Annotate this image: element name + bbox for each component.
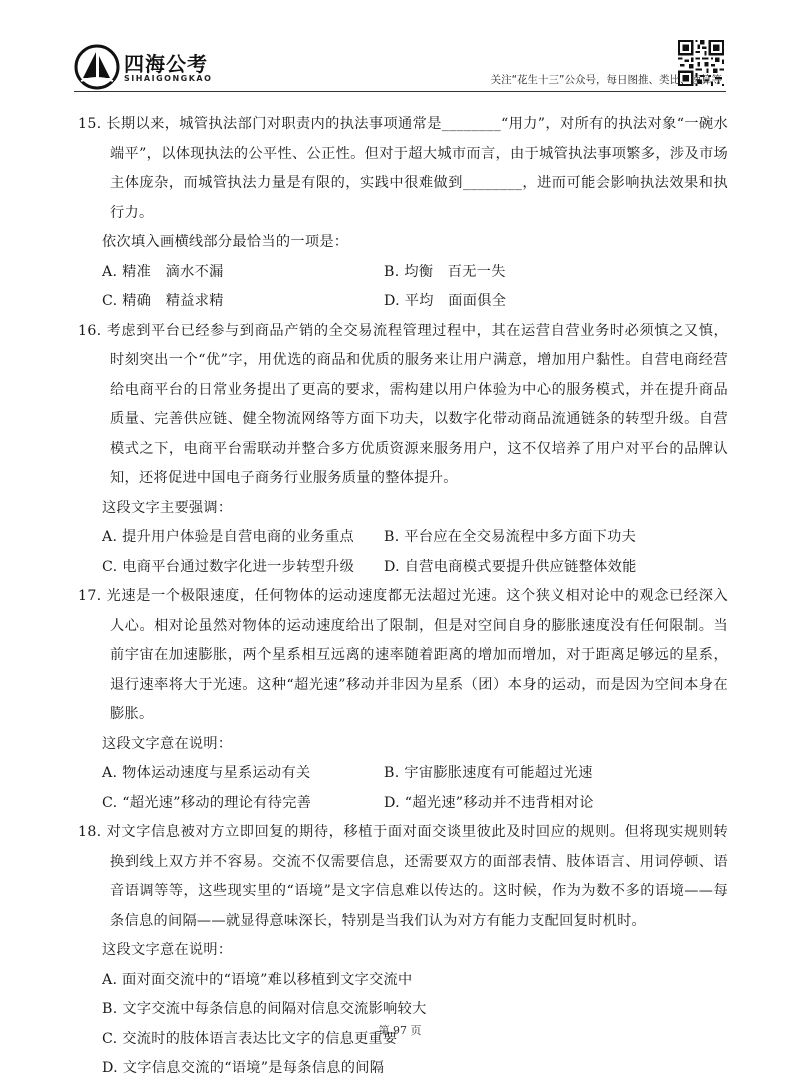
- question-stem: 16. 考虑到平台已经参与到商品产销的全交易流程管理过程中，其在运营自营业务时必须慎之又慎，时刻突出一个“优”字，用优选的商品和优质的服务来让用户满意，增加用户黏性。自营电商经营给电商平台的日常业务提出了更高的要求，需构建以用户体验为中心的服务模式，并在提升商品质量、完善供应链、健全物流网络等方面下功夫，以数字化带动商品流通链条的转型升级。自营模式之下，电商平台需联动并整合多方优质资源来服务用户，这不仅培养了用户对平台的品牌认知，还将促进中国电子商务行业服务质量的整体提升。: [78, 322, 728, 486]
- brand-logo: [74, 44, 274, 94]
- option-c: C. 电商平台通过数字化进一步转型升级: [102, 558, 355, 575]
- question-prompt: 这段文字意在说明：: [102, 942, 233, 958]
- option-list: [78, 523, 728, 582]
- question-stem: 15. 长期以来，城管执法部门对职责内的执法事项通常是________“用力”，对所有的执法对象“一碗水端平”，以体现执法的公平性、公正性。但对于超大城市而言，由于城管执法事项繁多，涉及市场主体庞杂，而城管执法力量是有限的，实践中很难做到________，进而可能会影响执法效果和执行力。: [78, 116, 728, 221]
- header-tagline: 关注“花生十三”公众号，每日图推、类比、速算等: [490, 74, 722, 86]
- question-prompt: 这段文字意在说明：: [102, 735, 233, 752]
- sailboat-logo-icon: [74, 44, 120, 90]
- option-a: A. 提升用户体验是自营电商的业务重点: [102, 529, 354, 545]
- option-d: D. 文字信息交流的“语境”是每条信息的间隔: [102, 1060, 385, 1076]
- question-prompt: 依次填入画横线部分最恰当的一项是：: [102, 234, 349, 250]
- brand-name-cn: 四海公考: [124, 52, 208, 76]
- option-b: B. 文字交流中每条信息的间隔对信息交流影响较大: [102, 1001, 427, 1017]
- question-prompt: 这段文字主要强调：: [102, 499, 233, 516]
- option-c: C. “超光速”移动的理论有待完善: [102, 794, 312, 811]
- option-c: C. 精确 精益求精: [102, 293, 224, 309]
- option-b: B. 均衡 百无一失: [384, 263, 506, 280]
- option-d: D. 自营电商模式要提升供应链整体效能: [384, 558, 637, 575]
- question-stem: 18. 对文字信息被对方立即回复的期待，移植于面对面交谈里彼此及时回应的规则。但将现实规则转换到线上双方并不容易。交流不仅需要信息，还需要双方的面部表情、肢体语言、用词停顿、语音语调等等，这些现实里的“语境”是文字信息难以传达的。这时候，作为为数不多的语境——每条信息的间隔——就显得意味深长，特别是当我们认为对方有能力支配回复时机时。: [78, 824, 728, 929]
- option-a: A. 物体运动速度与星系运动有关: [102, 765, 311, 781]
- question-list: [78, 110, 728, 1084]
- question-17: [78, 582, 728, 818]
- option-list: [78, 258, 728, 317]
- option-d: D. “超光速”移动并不违背相对论: [384, 794, 594, 811]
- page-header: [0, 0, 800, 100]
- option-a: A. 面对面交流中的“语境”难以移植到文字交流中: [102, 971, 413, 988]
- option-b: B. 平台应在全交易流程中多方面下功夫: [384, 529, 637, 545]
- option-list: [78, 759, 728, 818]
- option-d: D. 平均 面面俱全: [384, 293, 507, 309]
- page-number: 第 97 页: [378, 1024, 422, 1037]
- option-c: C. 交流时的肢体语言表达比文字的信息更重要: [102, 1030, 398, 1047]
- header-divider: [74, 91, 726, 92]
- option-a: A. 精准 滴水不漏: [102, 263, 224, 280]
- question-15: [78, 110, 728, 317]
- question-16: [78, 317, 728, 583]
- question-18: [78, 818, 728, 1084]
- option-b: B. 宇宙膨胀速度有可能超过光速: [384, 765, 593, 781]
- brand-name-en: SIHAIGONGKAO: [124, 74, 213, 83]
- question-stem: 17. 光速是一个极限速度，任何物体的运动速度都无法超过光速。这个狭义相对论中的观念已经深入人心。相对论虽然对物体的运动速度给出了限制，但是对空间自身的膨胀速度没有任何限制。当前宇宙在加速膨胀，两个星系相互远离的速率随着距离的增加而增加，对于距离足够远的星系，退行速率将大于光速。这种“超光速”移动并非因为星系（团）本身的运动，而是因为空间本身在膨胀。: [78, 588, 728, 722]
